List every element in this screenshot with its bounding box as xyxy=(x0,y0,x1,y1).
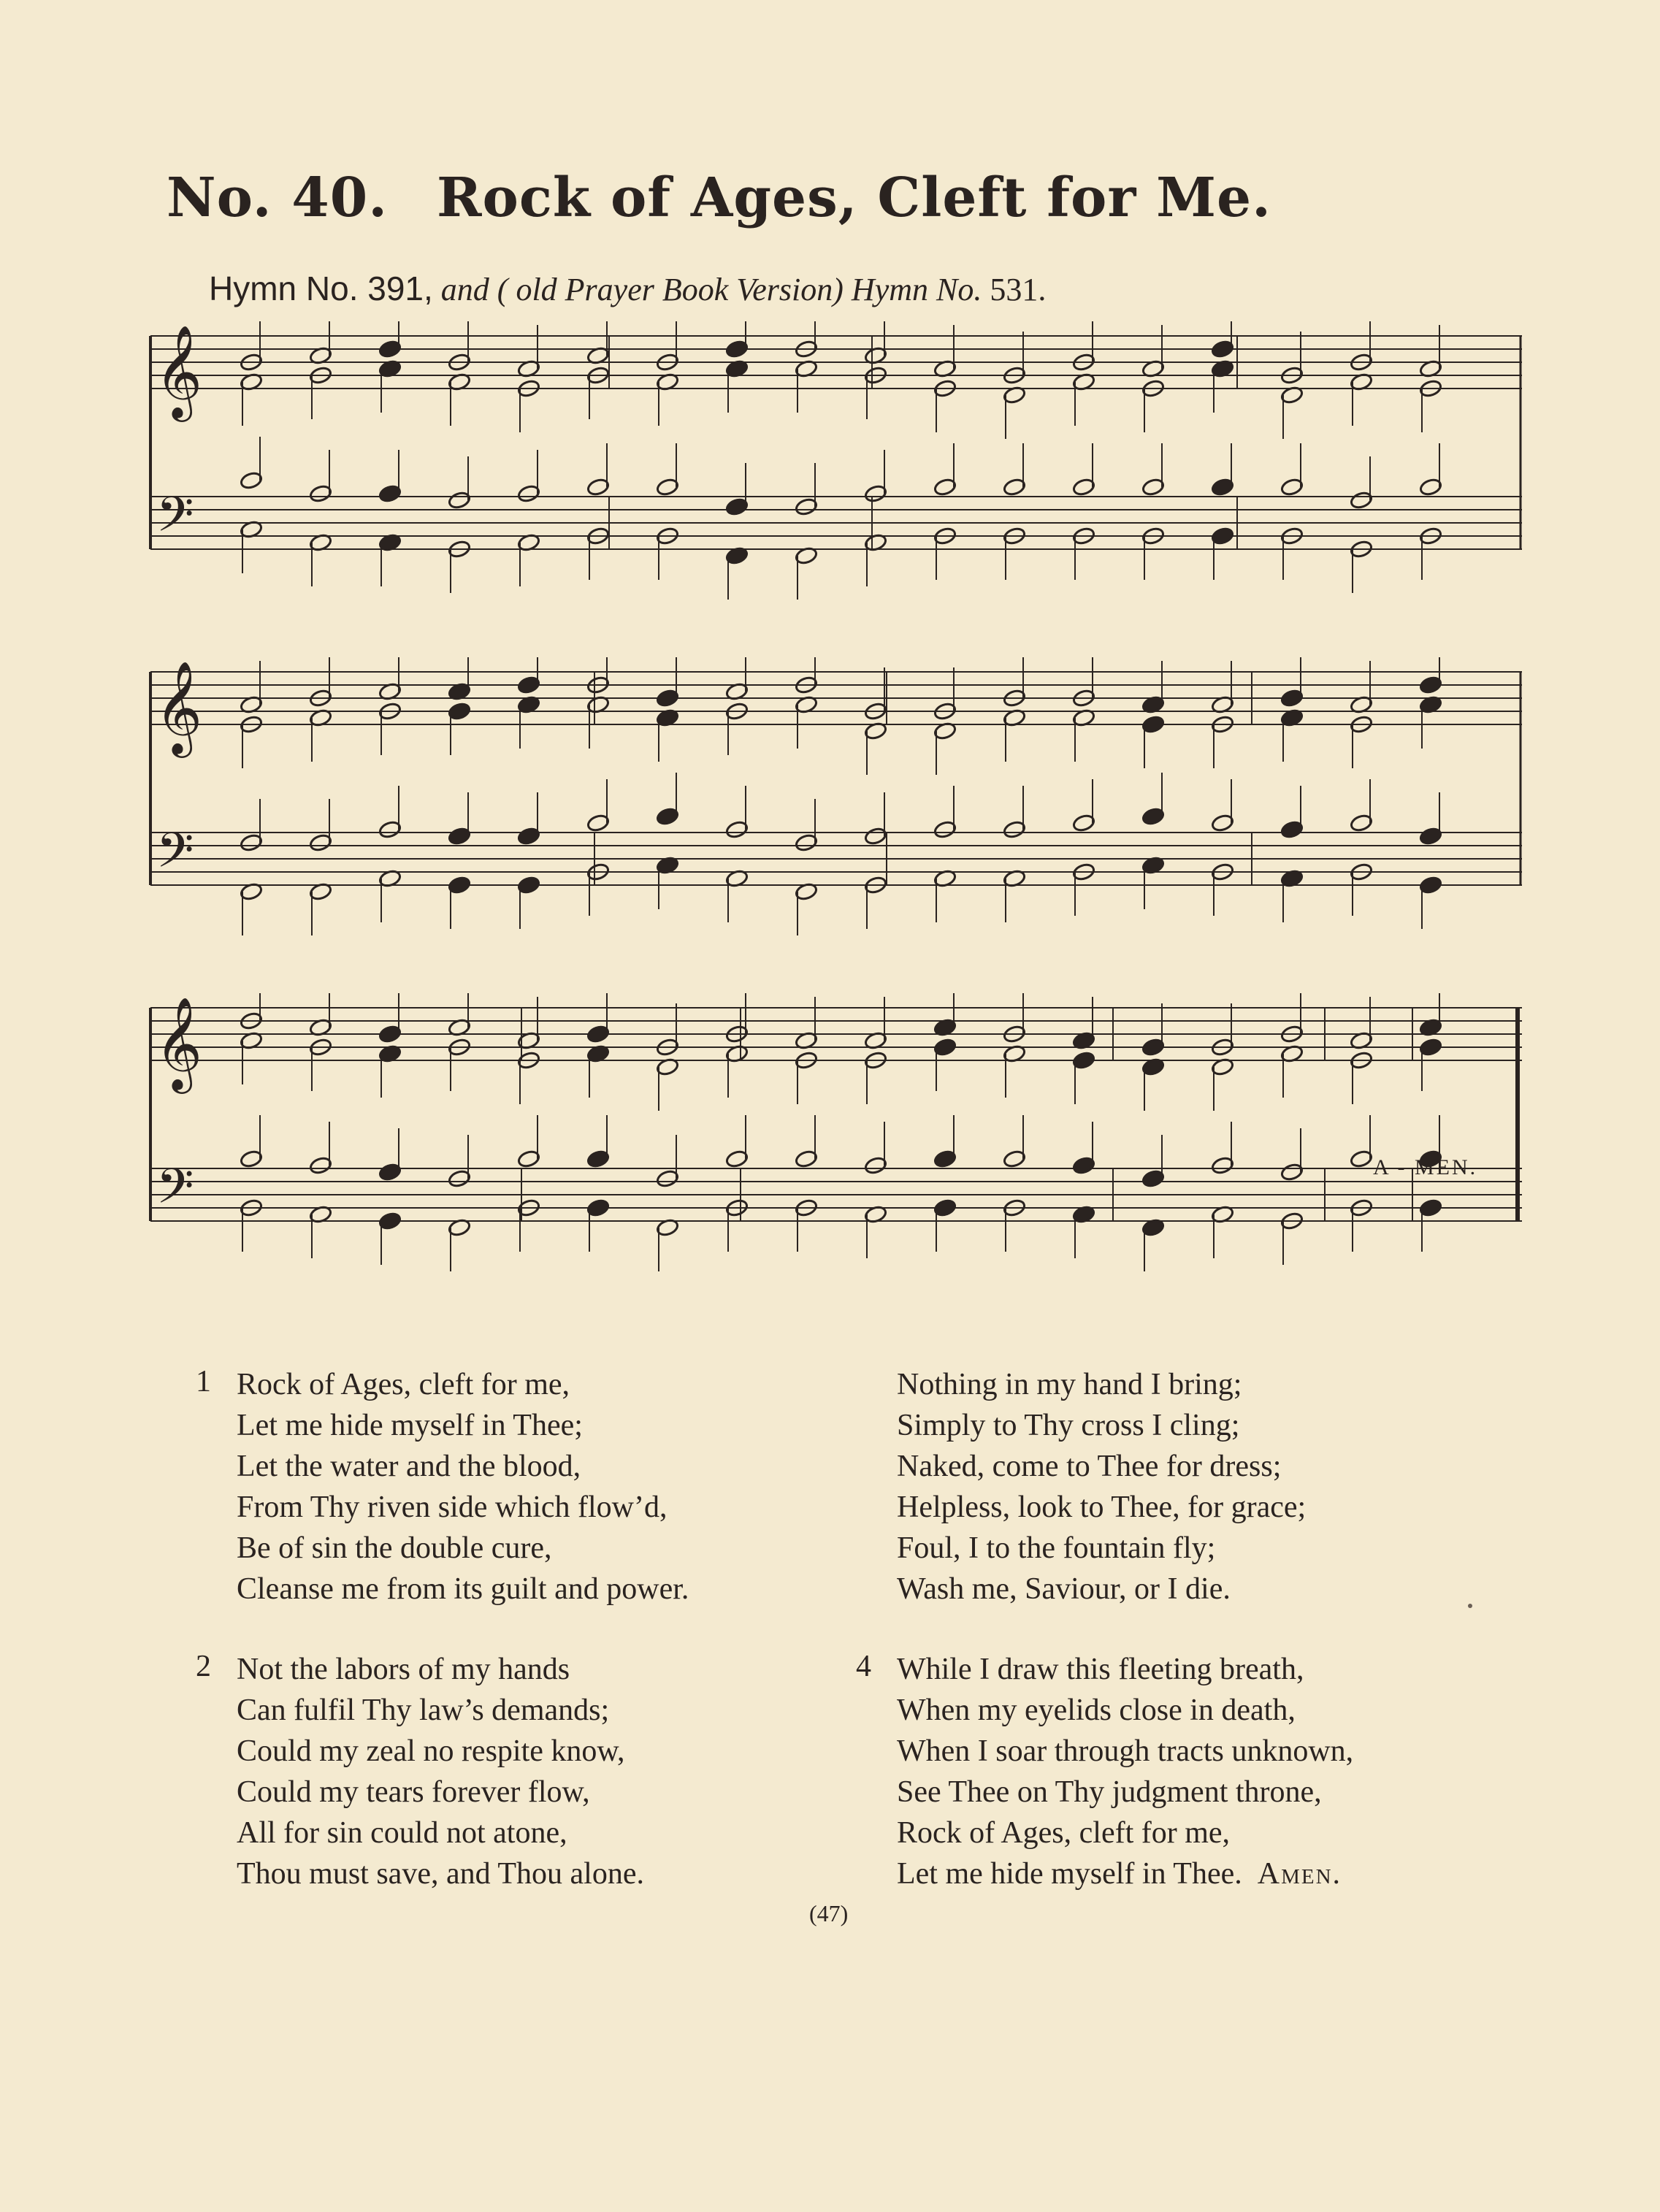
music-system-1 xyxy=(142,321,1529,613)
verse-line-text: Let me hide myself in Thee. xyxy=(897,1857,1242,1891)
verse-line: Could my tears forever flow, xyxy=(237,1775,590,1809)
verse-line: Rock of Ages, cleft for me, xyxy=(237,1368,570,1401)
amen-mark: Amen. xyxy=(1257,1857,1342,1891)
page-number: (47) xyxy=(809,1900,849,1926)
verse-line: Nothing in my hand I bring; xyxy=(897,1368,1242,1401)
verse-line: Foul, I to the fountain fly; xyxy=(897,1531,1216,1565)
treble-clef: 𝄞 xyxy=(155,324,203,418)
hymn-reference-main: Hymn No. 391, xyxy=(209,269,433,307)
hymn-reference-version: ( old Prayer Book Version) xyxy=(497,272,844,307)
verse-line: Naked, come to Thee for dress; xyxy=(897,1450,1282,1483)
verse-line: Let the water and the blood, xyxy=(237,1450,581,1483)
verse-line: See Thee on Thy judgment throne, xyxy=(897,1775,1322,1809)
music-system-2 xyxy=(142,657,1529,964)
verse-line: Wash me, Saviour, or I die. xyxy=(897,1572,1231,1606)
speck xyxy=(1468,1604,1472,1608)
verse-4 xyxy=(897,1649,1353,1894)
verse-3 xyxy=(897,1364,1306,1610)
hymn-reference-alt: Hymn No. xyxy=(851,272,982,307)
bass-clef: 𝄢 xyxy=(156,1158,194,1226)
verse-4-number: 4 xyxy=(856,1650,871,1683)
verse-line: While I draw this fleeting breath, xyxy=(897,1653,1304,1686)
music-system-3 xyxy=(142,993,1529,1300)
verse-2 xyxy=(237,1649,644,1894)
verse-2-number: 2 xyxy=(196,1650,211,1683)
verse-line: When my eyelids close in death, xyxy=(897,1694,1296,1727)
verse-line: Could my zeal no respite know, xyxy=(237,1734,625,1768)
hymn-number: No. 40. xyxy=(167,167,388,229)
verse-line: Can fulfil Thy law’s demands; xyxy=(237,1694,610,1727)
verse-line: Cleanse me from its guilt and power. xyxy=(237,1572,689,1606)
bass-clef: 𝄢 xyxy=(156,486,194,554)
verse-line xyxy=(897,1853,1353,1894)
verse-line: Helpless, look to Thee, for grace; xyxy=(897,1490,1307,1524)
verse-line: All for sin could not atone, xyxy=(237,1816,567,1850)
verse-line: Let me hide myself in Thee; xyxy=(237,1409,583,1442)
hymn-reference-alt-number: 531. xyxy=(990,272,1047,307)
verse-line: Thou must save, and Thou alone. xyxy=(237,1857,644,1891)
amen-lyric: A - MEN. xyxy=(1373,1155,1478,1179)
verse-line: Be of sin the double cure, xyxy=(237,1531,552,1565)
hymn-heading xyxy=(167,167,1554,229)
verse-line: When I soar through tracts unknown, xyxy=(897,1734,1354,1768)
treble-clef: 𝄞 xyxy=(155,996,203,1090)
verse-1 xyxy=(237,1364,689,1610)
hymn-reference xyxy=(209,269,1523,308)
verse-1-number: 1 xyxy=(196,1365,211,1398)
verse-line: Rock of Ages, cleft for me, xyxy=(897,1816,1231,1850)
treble-clef: 𝄞 xyxy=(155,660,203,754)
verse-line: Not the labors of my hands xyxy=(237,1653,570,1686)
hymn-title: Rock of Ages, Cleft for Me. xyxy=(437,167,1271,229)
verse-line: From Thy riven side which flow’d, xyxy=(237,1490,668,1524)
bass-clef: 𝄢 xyxy=(156,822,194,890)
verse-line: Simply to Thy cross I cling; xyxy=(897,1409,1240,1442)
hymn-reference-and: and xyxy=(440,272,489,307)
